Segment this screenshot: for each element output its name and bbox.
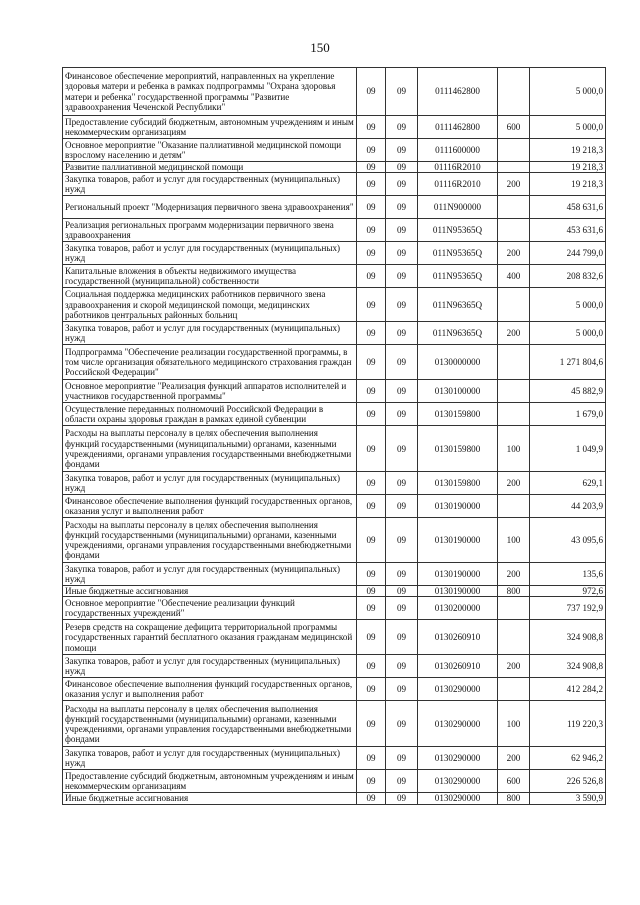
amount-cell: 5 000,0 bbox=[530, 322, 606, 345]
table-row bbox=[63, 288, 606, 322]
amount-cell: 324 908,8 bbox=[530, 655, 606, 678]
amount-cell: 19 218,3 bbox=[530, 162, 606, 173]
amount-cell: 119 220,3 bbox=[530, 701, 606, 747]
table-row bbox=[63, 747, 606, 770]
expense-type-cell bbox=[498, 678, 530, 701]
section-code-cell: 09 bbox=[357, 597, 386, 620]
expense-type-cell bbox=[498, 345, 530, 380]
target-article-cell: 011N95365Q bbox=[418, 265, 498, 288]
subsection-code-cell: 09 bbox=[386, 162, 418, 173]
subsection-code-cell: 09 bbox=[386, 518, 418, 563]
section-code-cell: 09 bbox=[357, 173, 386, 196]
section-code-cell: 09 bbox=[357, 380, 386, 403]
section-code-cell: 09 bbox=[357, 793, 386, 804]
amount-cell: 453 631,6 bbox=[530, 219, 606, 242]
target-article-cell: 011N96365Q bbox=[418, 288, 498, 322]
subsection-code-cell: 09 bbox=[386, 655, 418, 678]
amount-cell: 62 946,2 bbox=[530, 747, 606, 770]
table-row bbox=[63, 68, 606, 116]
target-article-cell: 0130190000 bbox=[418, 586, 498, 597]
expense-name-cell: Региональный проект "Модернизация первичного звена здравоохранения" bbox=[63, 196, 357, 219]
section-code-cell: 09 bbox=[357, 747, 386, 770]
target-article-cell: 0130100000 bbox=[418, 380, 498, 403]
expense-name-cell: Резерв средств на сокращение дефицита территориальной программы государственных гарантий бесплатного оказания гражданам медицинской помощи bbox=[63, 620, 357, 655]
expense-type-cell: 800 bbox=[498, 793, 530, 804]
amount-cell: 1 049,9 bbox=[530, 426, 606, 472]
expense-type-cell: 200 bbox=[498, 242, 530, 265]
table-row bbox=[63, 495, 606, 518]
table-row bbox=[63, 620, 606, 655]
table-row bbox=[63, 770, 606, 793]
expense-type-cell: 200 bbox=[498, 173, 530, 196]
amount-cell: 135,6 bbox=[530, 563, 606, 586]
expense-name-cell: Закупка товаров, работ и услуг для государственных (муниципальных) нужд bbox=[63, 322, 357, 345]
expense-name-cell: Основное мероприятие "Обеспечение реализации функций государственных учреждений" bbox=[63, 597, 357, 620]
table-row bbox=[63, 426, 606, 472]
section-code-cell: 09 bbox=[357, 586, 386, 597]
expense-type-cell bbox=[498, 380, 530, 403]
expense-name-cell: Осуществление переданных полномочий Российской Федерации в области охраны здоровья граждан в рамках единой субвенции bbox=[63, 403, 357, 426]
subsection-code-cell: 09 bbox=[386, 265, 418, 288]
expense-name-cell: Финансовое обеспечение выполнения функций государственных органов, оказания услуг и выполнения работ bbox=[63, 495, 357, 518]
amount-cell: 43 095,6 bbox=[530, 518, 606, 563]
table-row bbox=[63, 380, 606, 403]
section-code-cell: 09 bbox=[357, 265, 386, 288]
table-row bbox=[63, 139, 606, 162]
section-code-cell: 09 bbox=[357, 620, 386, 655]
subsection-code-cell: 09 bbox=[386, 345, 418, 380]
amount-cell: 737 192,9 bbox=[530, 597, 606, 620]
target-article-cell: 011N96365Q bbox=[418, 322, 498, 345]
table-row bbox=[63, 403, 606, 426]
table-row bbox=[63, 219, 606, 242]
expense-name-cell: Закупка товаров, работ и услуг для государственных (муниципальных) нужд bbox=[63, 472, 357, 495]
section-code-cell: 09 bbox=[357, 345, 386, 380]
subsection-code-cell: 09 bbox=[386, 495, 418, 518]
subsection-code-cell: 09 bbox=[386, 219, 418, 242]
section-code-cell: 09 bbox=[357, 322, 386, 345]
subsection-code-cell: 09 bbox=[386, 770, 418, 793]
expense-type-cell bbox=[498, 597, 530, 620]
section-code-cell: 09 bbox=[357, 162, 386, 173]
table-row bbox=[63, 472, 606, 495]
amount-cell: 5 000,0 bbox=[530, 68, 606, 116]
expense-type-cell: 600 bbox=[498, 116, 530, 139]
subsection-code-cell: 09 bbox=[386, 678, 418, 701]
amount-cell: 244 799,0 bbox=[530, 242, 606, 265]
expense-name-cell: Закупка товаров, работ и услуг для государственных (муниципальных) нужд bbox=[63, 747, 357, 770]
amount-cell: 1 271 804,6 bbox=[530, 345, 606, 380]
expense-name-cell: Финансовое обеспечение выполнения функций государственных органов, оказания услуг и выполнения работ bbox=[63, 678, 357, 701]
target-article-cell: 01116R2010 bbox=[418, 173, 498, 196]
section-code-cell: 09 bbox=[357, 219, 386, 242]
section-code-cell: 09 bbox=[357, 139, 386, 162]
expense-name-cell: Иные бюджетные ассигнования bbox=[63, 793, 357, 804]
expense-type-cell bbox=[498, 288, 530, 322]
target-article-cell: 0130260910 bbox=[418, 655, 498, 678]
expense-type-cell: 800 bbox=[498, 586, 530, 597]
target-article-cell: 0130159800 bbox=[418, 472, 498, 495]
expense-name-cell: Капитальные вложения в объекты недвижимого имущества государственной (муниципальной) собственности bbox=[63, 265, 357, 288]
target-article-cell: 0130290000 bbox=[418, 770, 498, 793]
expense-name-cell: Закупка товаров, работ и услуг для государственных (муниципальных) нужд bbox=[63, 242, 357, 265]
amount-cell: 5 000,0 bbox=[530, 288, 606, 322]
expense-type-cell bbox=[498, 196, 530, 219]
target-article-cell: 011N95365Q bbox=[418, 242, 498, 265]
expense-type-cell bbox=[498, 139, 530, 162]
amount-cell: 44 203,9 bbox=[530, 495, 606, 518]
target-article-cell: 0130290000 bbox=[418, 678, 498, 701]
expense-type-cell: 600 bbox=[498, 770, 530, 793]
expense-name-cell: Закупка товаров, работ и услуг для государственных (муниципальных) нужд bbox=[63, 655, 357, 678]
subsection-code-cell: 09 bbox=[386, 68, 418, 116]
expense-type-cell: 200 bbox=[498, 747, 530, 770]
target-article-cell: 0130290000 bbox=[418, 747, 498, 770]
table-row bbox=[63, 196, 606, 219]
expense-type-cell bbox=[498, 219, 530, 242]
expense-type-cell bbox=[498, 68, 530, 116]
table-row bbox=[63, 793, 606, 804]
table-row bbox=[63, 597, 606, 620]
table-row bbox=[63, 265, 606, 288]
section-code-cell: 09 bbox=[357, 288, 386, 322]
amount-cell: 226 526,8 bbox=[530, 770, 606, 793]
expense-name-cell: Расходы на выплаты персоналу в целях обеспечения выполнения функций государственными (муниципальными) органами, казенными учреждениями, органами управления государственными внебюджетными фондами bbox=[63, 426, 357, 472]
amount-cell: 458 631,6 bbox=[530, 196, 606, 219]
section-code-cell: 09 bbox=[357, 242, 386, 265]
subsection-code-cell: 09 bbox=[386, 563, 418, 586]
target-article-cell: 0111462800 bbox=[418, 68, 498, 116]
expense-name-cell: Финансовое обеспечение мероприятий, направленных на укрепление здоровья матери и ребенка в рамках подпрограммы "Охрана здоровья матери и ребенка" государственной программы "Развитие здравоохранения Чеченской Республики" bbox=[63, 68, 357, 116]
table-row bbox=[63, 173, 606, 196]
table-row bbox=[63, 322, 606, 345]
subsection-code-cell: 09 bbox=[386, 620, 418, 655]
target-article-cell: 0111600000 bbox=[418, 139, 498, 162]
section-code-cell: 09 bbox=[357, 701, 386, 747]
expense-type-cell: 100 bbox=[498, 426, 530, 472]
table-row bbox=[63, 701, 606, 747]
budget-table-body bbox=[63, 68, 606, 805]
expense-type-cell bbox=[498, 495, 530, 518]
expense-name-cell: Основное мероприятие "Оказание паллиативной медицинской помощи взрослому населению и детям" bbox=[63, 139, 357, 162]
target-article-cell: 0130290000 bbox=[418, 701, 498, 747]
expense-type-cell: 200 bbox=[498, 322, 530, 345]
subsection-code-cell: 09 bbox=[386, 586, 418, 597]
expense-name-cell: Закупка товаров, работ и услуг для государственных (муниципальных) нужд bbox=[63, 563, 357, 586]
amount-cell: 208 832,6 bbox=[530, 265, 606, 288]
target-article-cell: 0130159800 bbox=[418, 426, 498, 472]
expense-name-cell: Реализация региональных программ модернизации первичного звена здравоохранения bbox=[63, 219, 357, 242]
expense-name-cell: Расходы на выплаты персоналу в целях обеспечения выполнения функций государственными (муниципальными) органами, казенными учреждениями, органами управления государственными внебюджетными фондами bbox=[63, 518, 357, 563]
expense-name-cell: Подпрограмма "Обеспечение реализации государственной программы, в том числе организация обязательного медицинского страхования граждан Российской Федерации" bbox=[63, 345, 357, 380]
amount-cell: 324 908,8 bbox=[530, 620, 606, 655]
section-code-cell: 09 bbox=[357, 196, 386, 219]
table-row bbox=[63, 518, 606, 563]
table-row bbox=[63, 586, 606, 597]
expense-type-cell: 200 bbox=[498, 655, 530, 678]
target-article-cell: 0130190000 bbox=[418, 563, 498, 586]
section-code-cell: 09 bbox=[357, 116, 386, 139]
subsection-code-cell: 09 bbox=[386, 472, 418, 495]
target-article-cell: 0130159800 bbox=[418, 403, 498, 426]
amount-cell: 412 284,2 bbox=[530, 678, 606, 701]
expense-type-cell: 100 bbox=[498, 701, 530, 747]
expense-type-cell bbox=[498, 403, 530, 426]
amount-cell: 972,6 bbox=[530, 586, 606, 597]
target-article-cell: 0130260910 bbox=[418, 620, 498, 655]
target-article-cell: 011N900000 bbox=[418, 196, 498, 219]
table-row bbox=[63, 242, 606, 265]
expense-name-cell: Расходы на выплаты персоналу в целях обеспечения выполнения функций государственными (муниципальными) органами, казенными учреждениями, органами управления государственными внебюджетными фондами bbox=[63, 701, 357, 747]
subsection-code-cell: 09 bbox=[386, 139, 418, 162]
expense-name-cell: Предоставление субсидий бюджетным, автономным учреждениям и иным некоммерческим организациям bbox=[63, 770, 357, 793]
subsection-code-cell: 09 bbox=[386, 288, 418, 322]
target-article-cell: 0130200000 bbox=[418, 597, 498, 620]
amount-cell: 3 590,9 bbox=[530, 793, 606, 804]
table-row bbox=[63, 345, 606, 380]
subsection-code-cell: 09 bbox=[386, 597, 418, 620]
section-code-cell: 09 bbox=[357, 770, 386, 793]
subsection-code-cell: 09 bbox=[386, 403, 418, 426]
subsection-code-cell: 09 bbox=[386, 380, 418, 403]
section-code-cell: 09 bbox=[357, 68, 386, 116]
target-article-cell: 0130000000 bbox=[418, 345, 498, 380]
section-code-cell: 09 bbox=[357, 403, 386, 426]
subsection-code-cell: 09 bbox=[386, 426, 418, 472]
section-code-cell: 09 bbox=[357, 495, 386, 518]
amount-cell: 45 882,9 bbox=[530, 380, 606, 403]
expense-name-cell: Социальная поддержка медицинских работников первичного звена здравоохранения и скорой медицинской помощи, медицинских работников центральных районных больниц bbox=[63, 288, 357, 322]
expense-type-cell bbox=[498, 620, 530, 655]
page-number: 150 bbox=[310, 40, 330, 55]
table-row bbox=[63, 116, 606, 139]
target-article-cell: 011N95365Q bbox=[418, 219, 498, 242]
table-row bbox=[63, 162, 606, 173]
table-row bbox=[63, 655, 606, 678]
target-article-cell: 0130290000 bbox=[418, 793, 498, 804]
section-code-cell: 09 bbox=[357, 472, 386, 495]
expense-type-cell: 400 bbox=[498, 265, 530, 288]
expense-name-cell: Основное мероприятие "Реализация функций аппаратов исполнителей и участников государственной программы" bbox=[63, 380, 357, 403]
expense-type-cell: 200 bbox=[498, 472, 530, 495]
target-article-cell: 0111462800 bbox=[418, 116, 498, 139]
subsection-code-cell: 09 bbox=[386, 701, 418, 747]
target-article-cell: 0130190000 bbox=[418, 518, 498, 563]
subsection-code-cell: 09 bbox=[386, 116, 418, 139]
subsection-code-cell: 09 bbox=[386, 747, 418, 770]
target-article-cell: 0130190000 bbox=[418, 495, 498, 518]
subsection-code-cell: 09 bbox=[386, 196, 418, 219]
subsection-code-cell: 09 bbox=[386, 242, 418, 265]
expense-name-cell: Иные бюджетные ассигнования bbox=[63, 586, 357, 597]
section-code-cell: 09 bbox=[357, 563, 386, 586]
section-code-cell: 09 bbox=[357, 655, 386, 678]
amount-cell: 629,1 bbox=[530, 472, 606, 495]
section-code-cell: 09 bbox=[357, 518, 386, 563]
amount-cell: 19 218,3 bbox=[530, 139, 606, 162]
expense-name-cell: Развитие паллиативной медицинской помощи bbox=[63, 162, 357, 173]
target-article-cell: 01116R2010 bbox=[418, 162, 498, 173]
section-code-cell: 09 bbox=[357, 426, 386, 472]
expense-type-cell: 100 bbox=[498, 518, 530, 563]
amount-cell: 5 000,0 bbox=[530, 116, 606, 139]
subsection-code-cell: 09 bbox=[386, 322, 418, 345]
section-code-cell: 09 bbox=[357, 678, 386, 701]
expense-type-cell: 200 bbox=[498, 563, 530, 586]
subsection-code-cell: 09 bbox=[386, 173, 418, 196]
budget-table bbox=[62, 67, 606, 805]
amount-cell: 19 218,3 bbox=[530, 173, 606, 196]
subsection-code-cell: 09 bbox=[386, 793, 418, 804]
expense-name-cell: Предоставление субсидий бюджетным, автономным учреждениям и иным некоммерческим организациям bbox=[63, 116, 357, 139]
expense-name-cell: Закупка товаров, работ и услуг для государственных (муниципальных) нужд bbox=[63, 173, 357, 196]
amount-cell: 1 679,0 bbox=[530, 403, 606, 426]
table-row bbox=[63, 563, 606, 586]
table-row bbox=[63, 678, 606, 701]
expense-type-cell bbox=[498, 162, 530, 173]
